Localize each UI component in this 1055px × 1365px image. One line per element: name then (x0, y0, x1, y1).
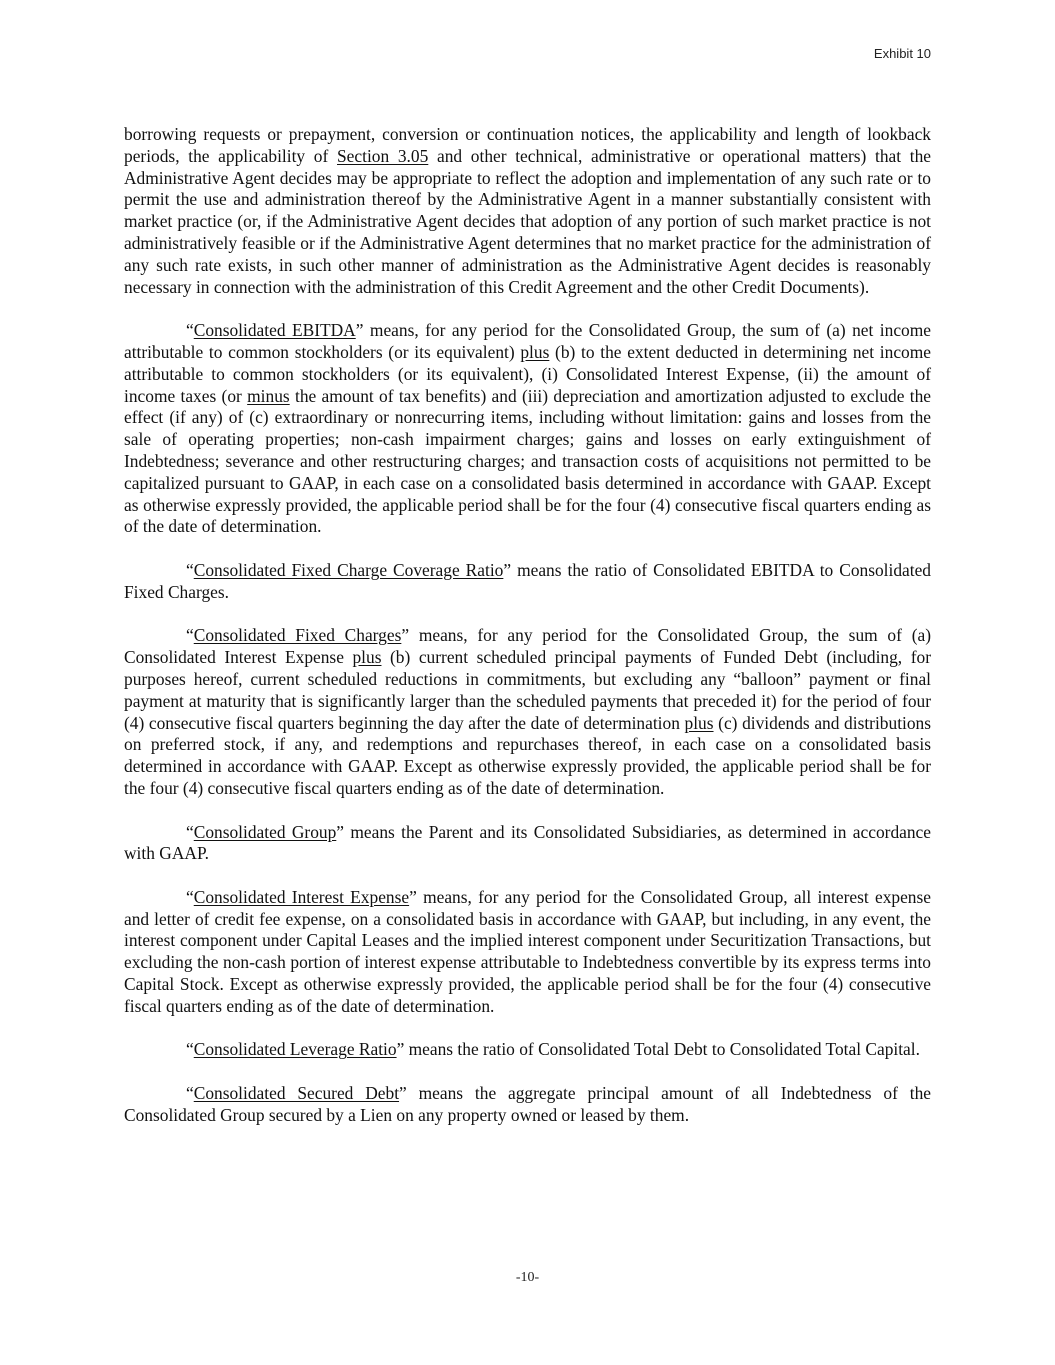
open-quote: “ (186, 821, 194, 842)
emphasis-plus: plus (684, 712, 714, 733)
paragraph-text: ” means, for any period for the Consolidated Group, the sum of (a) net income attributable to common stockholders (or its equivalent) (124, 320, 931, 362)
definition-consolidated-ebitda (124, 320, 931, 538)
open-quote: “ (186, 1083, 194, 1104)
emphasis-plus: plus (352, 647, 382, 668)
open-quote: “ (186, 559, 194, 580)
paragraph-text: ” means the Parent and its Consolidated Subsidiaries, as determined in accordance with GAAP. (124, 821, 931, 864)
definition-secured-debt (124, 1083, 931, 1127)
open-quote: “ (186, 320, 194, 341)
defined-term: Consolidated Fixed Charge Coverage Ratio (193, 559, 504, 580)
exhibit-label: Exhibit 10 (873, 46, 931, 61)
open-quote: “ (186, 1039, 194, 1060)
paragraph-text: and other technical, administrative or operational matters) that the Administrative Agent decides may be appropriate to reflect the adoption and implementation of any such rate or to permit the use and administration thereof by the Administrative Agent in a manner substantially consistent with market practice (or, if the Administrative Agent decides that adoption of any portion of such market practice is not administratively feasible or if the Administrative Agent determines that no market practice for the administration of any such rate exists, in such other manner of administration as the Administrative Agent decides is reasonably necessary in connection with the administration of this Credit Agreement and the other Credit Documents). (124, 145, 932, 297)
paragraph-text: ” means the ratio of Consolidated Total Debt to Consolidated Total Capital. (396, 1039, 920, 1060)
paragraph-text: ” means, for any period for the Consolidated Group, the sum of (a) Consolidated Interest Expense (124, 625, 931, 668)
defined-term: Consolidated Group (193, 821, 337, 842)
definition-consolidated-group (124, 822, 931, 866)
definition-leverage-ratio (124, 1039, 931, 1061)
paragraph-text: (b) to the extent deducted in determining net income attributable to common stockholders (or its equivalent), (i) Consolidated Interest Expense, (ii) the amount of income taxes (or (124, 341, 931, 406)
paragraph-continuation (124, 124, 931, 298)
defined-term: Consolidated Leverage Ratio (193, 1039, 397, 1060)
paragraph-text: (b) current scheduled principal payments of Funded Debt (including, for purposes hereof, current scheduled reductions in commitments, but excluding any “balloon” payment or final payment at maturity that is significantly larger than the scheduled payments that preceded it) for the period of four (4) consecutive fiscal quarters beginning the day after the date of determination (124, 647, 931, 733)
page-number: -10- (515, 1270, 540, 1285)
defined-term: Consolidated Interest Expense (193, 886, 410, 907)
paragraph-text: ” means, for any period for the Consolidated Group, all interest expense and letter of credit fee expense, on a consolidated basis in accordance with GAAP, but including, in any event, the interest component under Capital Leases and the implied interest component under Securitization Transactions, but excluding the non-cash portion of interest expense attributable to Indebtedness convertible by its express terms into Capital Stock. Except as otherwise expressly provided, the applicable period shall be for the four (4) consecutive fiscal quarters ending as of the date of determination. (124, 886, 931, 1016)
paragraph-text: borrowing requests or prepayment, conversion or continuation notices, the applicability and length of lookback periods, the applicability of (124, 124, 931, 166)
definition-interest-expense (124, 887, 931, 1018)
paragraph-text: the amount of tax benefits) and (iii) depreciation and amortization adjusted to exclude the effect (if any) of (c) extraordinary or nonrecurring items, including without limitation: gains and losses from the sale of operating properties; non-cash impairment charges; gains and losses on early extinguishment of Indebtedness; severance and other restructuring charges; and transaction costs of acquisitions not permitted to be capitalized pursuant to GAAP, in each case on a consolidated basis determined in accordance with GAAP. Except as otherwise expressly provided, the applicable period shall be for the four (4) consecutive fiscal quarters ending as of the date of determination. (124, 385, 932, 537)
document-body (124, 124, 931, 1148)
defined-term: Consolidated EBITDA (193, 320, 356, 341)
paragraph-text: ” means the aggregate principal amount of all Indebtedness of the Consolidated Group secured by a Lien on any property owned or leased by them. (124, 1083, 931, 1125)
open-quote: “ (186, 886, 194, 907)
defined-term: Consolidated Fixed Charges (193, 625, 402, 646)
defined-term: Consolidated Secured Debt (193, 1083, 400, 1104)
section-reference-link[interactable]: Section 3.05 (337, 145, 429, 166)
emphasis-minus: minus (247, 385, 290, 406)
definition-fixed-charges (124, 625, 931, 799)
open-quote: “ (186, 625, 194, 646)
emphasis-plus: plus (520, 341, 550, 362)
definition-fixed-charge-coverage-ratio (124, 560, 931, 604)
paragraph-text: (c) dividends and distributions on preferred stock, if any, and redemptions and repurchases thereof, in each case on a consolidated basis determined in accordance with GAAP. Except as otherwise expressly provided, the applicable period shall be for the four (4) consecutive fiscal quarters ending as of the date of determination. (124, 712, 932, 798)
paragraph-text: ” means the ratio of Consolidated EBITDA to Consolidated Fixed Charges. (124, 559, 932, 602)
